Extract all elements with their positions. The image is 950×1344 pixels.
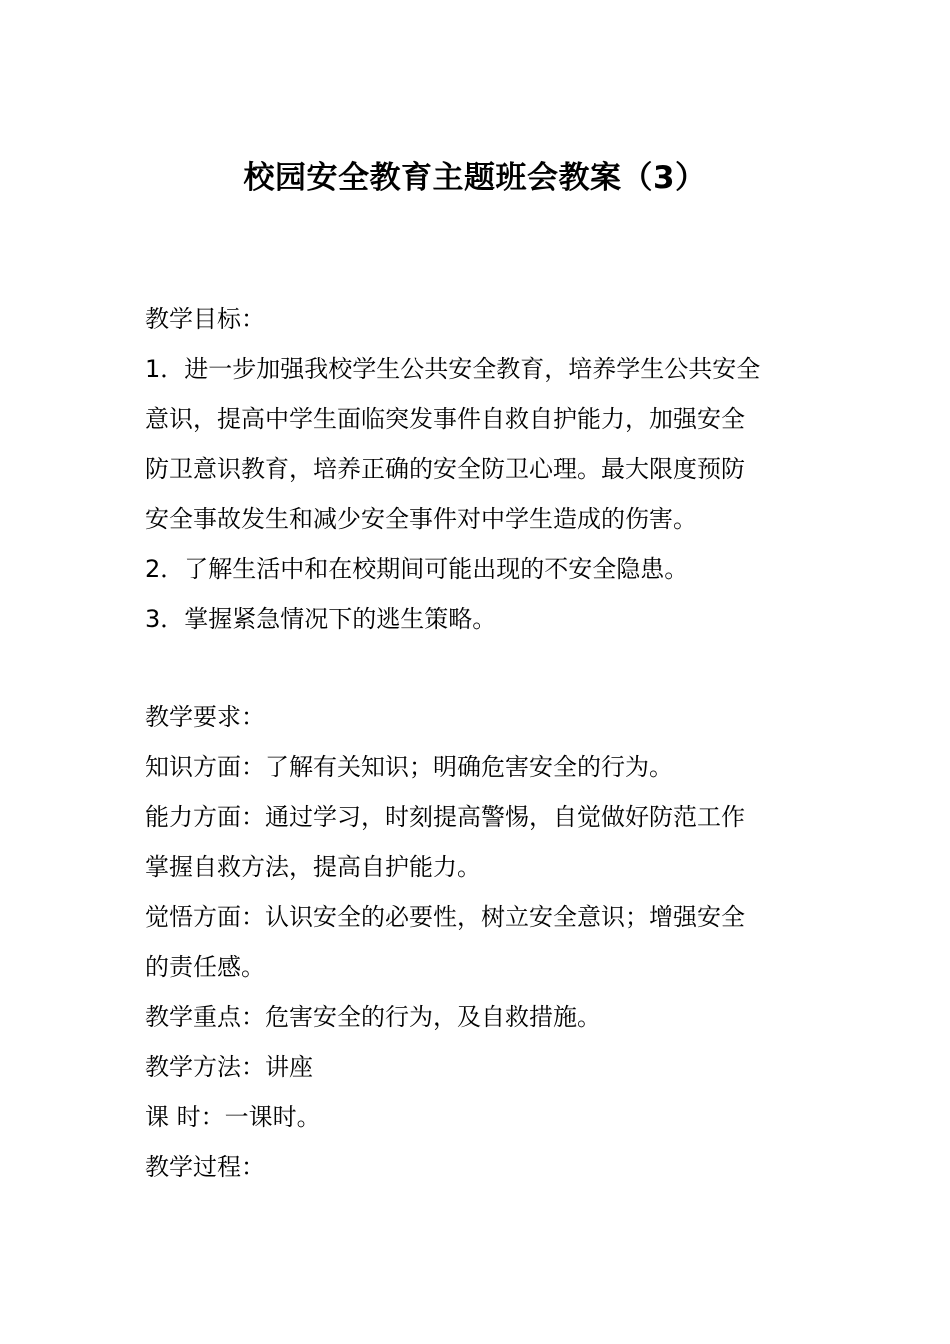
objectives-heading: 教学目标：	[145, 305, 265, 333]
requirements-section	[145, 692, 810, 1192]
objectives-section	[145, 294, 810, 644]
process-heading: 教学过程：	[145, 1153, 265, 1181]
requirement-awareness-line-1: 觉悟方面：认识安全的必要性，树立安全意识；增强安全	[145, 903, 745, 931]
objective-3: 3．掌握紧急情况下的逃生策略。	[145, 605, 497, 633]
objective-2: 2．了解生活中和在校期间可能出现的不安全隐患。	[145, 555, 689, 583]
requirement-ability-line-1: 能力方面：通过学习，时刻提高警惕，自觉做好防范工作	[145, 803, 745, 831]
requirement-knowledge: 知识方面：了解有关知识；明确危害安全的行为。	[145, 753, 673, 781]
requirement-awareness-line-2: 的责任感。	[145, 953, 265, 981]
objective-1-line-3: 防卫意识教育，培养正确的安全防卫心理。最大限度预防	[145, 455, 745, 483]
objective-1-line-4: 安全事故发生和减少安全事件对中学生造成的伤害。	[145, 505, 697, 533]
document-title: 校园安全教育主题班会教案（3）	[243, 160, 707, 196]
requirement-ability-line-2: 掌握自救方法，提高自护能力。	[145, 853, 481, 881]
class-duration: 课 时：一课时。	[145, 1103, 321, 1131]
requirements-heading: 教学要求：	[145, 703, 265, 731]
objective-1-line-1: 1．进一步加强我校学生公共安全教育，培养学生公共安全	[145, 355, 761, 383]
objective-1-line-2: 意识，提高中学生面临突发事件自救自护能力，加强安全	[145, 405, 745, 433]
key-point: 教学重点：危害安全的行为，及自救措施。	[145, 1003, 601, 1031]
teaching-method: 教学方法：讲座	[145, 1053, 313, 1081]
